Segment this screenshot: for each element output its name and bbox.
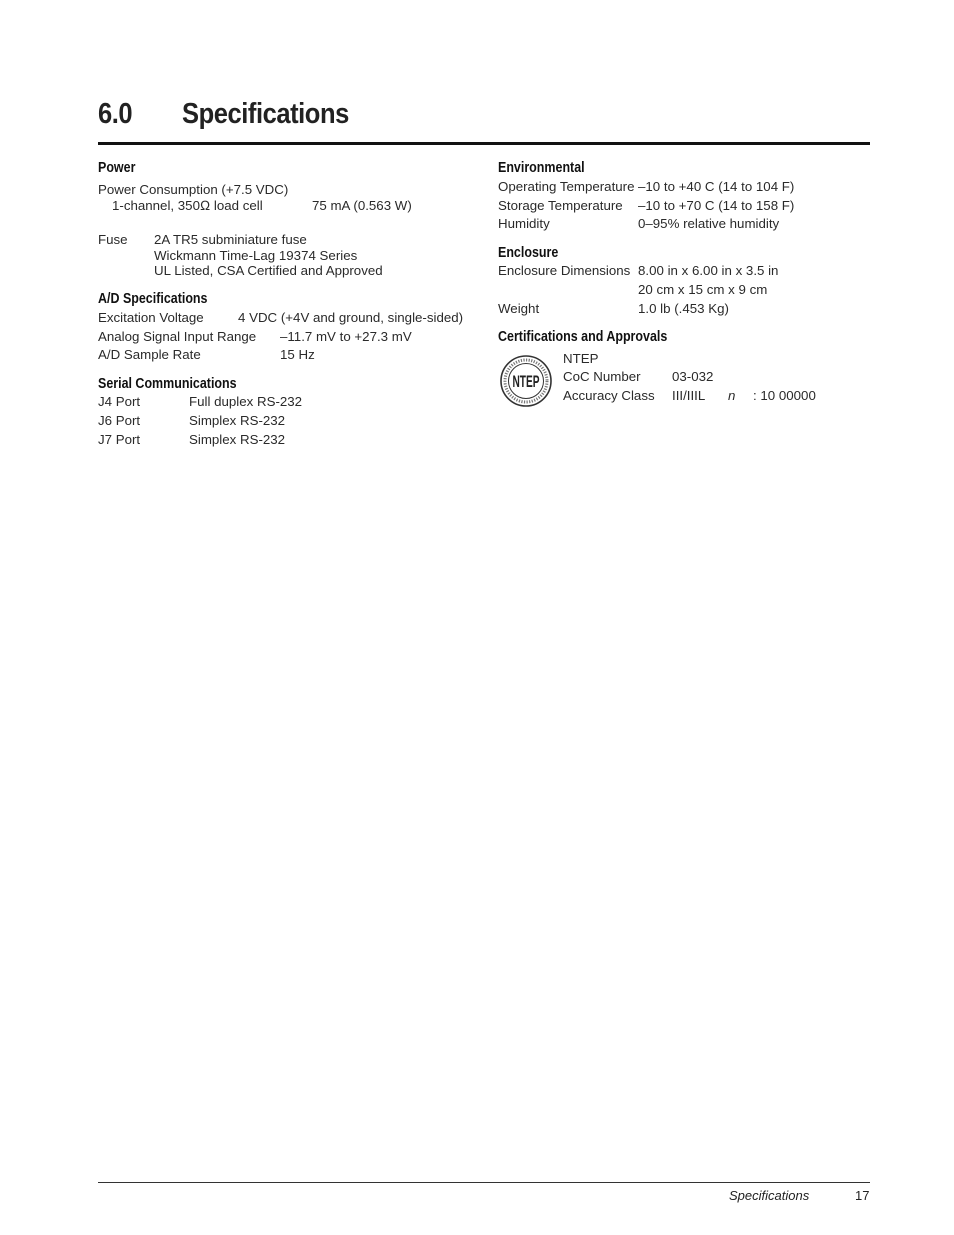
coc-label: CoC Number: [563, 369, 641, 384]
footer-section-label: Specifications: [729, 1188, 810, 1203]
fuse-line: UL Listed, CSA Certified and Approved: [154, 263, 383, 278]
section-number: 6.0: [98, 98, 133, 130]
serial-row-label: J4 Port: [98, 394, 141, 409]
env-row-value: –10 to +70 C (14 to 158 F): [638, 198, 795, 213]
power-heading: Power: [98, 160, 136, 176]
env-row-value: –10 to +40 C (14 to 104 F): [638, 179, 795, 194]
n-label: n: [728, 388, 736, 403]
serial-row-value: Full duplex RS-232: [189, 394, 303, 409]
environmental-heading: Environmental: [498, 160, 585, 176]
ad-heading: A/D Specifications: [98, 291, 208, 307]
ntep-seal-logo: [500, 355, 552, 407]
env-row-value: 0–95% relative humidity: [638, 216, 780, 231]
title-rule: [98, 142, 870, 145]
page-title: Specifications: [182, 98, 349, 130]
certifications-heading: Certifications and Approvals: [498, 329, 668, 345]
serial-row-label: J6 Port: [98, 413, 141, 428]
power-consumption-label: Power Consumption (+7.5 VDC): [98, 182, 289, 197]
weight-label: Weight: [498, 301, 540, 316]
fuse-line: Wickmann Time-Lag 19374 Series: [154, 248, 358, 263]
fuse-line: 2A TR5 subminiature fuse: [154, 232, 307, 247]
page-number: 17: [855, 1188, 870, 1203]
serial-heading: Serial Communications: [98, 376, 237, 392]
channel-label: 1-channel, 350Ω load cell: [112, 198, 263, 213]
seal-text: NTEP: [512, 372, 540, 391]
ad-row-value: 4 VDC (+4V and ground, single-sided): [238, 310, 464, 325]
ad-row-value: 15 Hz: [280, 347, 315, 362]
fuse-label: Fuse: [98, 232, 128, 247]
coc-value: 03-032: [672, 369, 714, 384]
serial-row-value: Simplex RS-232: [189, 432, 286, 447]
env-row-label: Storage Temperature: [498, 198, 623, 213]
accuracy-value: III/IIIL: [672, 388, 706, 403]
enclosure-dimensions-label: Enclosure Dimensions: [498, 263, 631, 278]
enclosure-dimensions-value: 8.00 in x 6.00 in x 3.5 in: [638, 263, 779, 278]
env-row-label: Operating Temperature: [498, 179, 635, 194]
enclosure-dimensions-value: 20 cm x 15 cm x 9 cm: [638, 282, 768, 297]
ad-row-label: Excitation Voltage: [98, 310, 204, 325]
channel-value: 75 mA (0.563 W): [312, 198, 412, 213]
footer-rule: [98, 1182, 870, 1183]
weight-value: 1.0 lb (.453 Kg): [638, 301, 729, 316]
n-value: : 10 00000: [753, 388, 816, 403]
ad-row-label: A/D Sample Rate: [98, 347, 201, 362]
ad-row-label: Analog Signal Input Range: [98, 329, 257, 344]
serial-row-value: Simplex RS-232: [189, 413, 286, 428]
ad-row-value: –11.7 mV to +27.3 mV: [280, 329, 412, 344]
serial-row-label: J7 Port: [98, 432, 141, 447]
env-row-label: Humidity: [498, 216, 550, 231]
enclosure-heading: Enclosure: [498, 245, 559, 261]
ntep-label: NTEP: [563, 351, 599, 366]
accuracy-label: Accuracy Class: [563, 388, 655, 403]
